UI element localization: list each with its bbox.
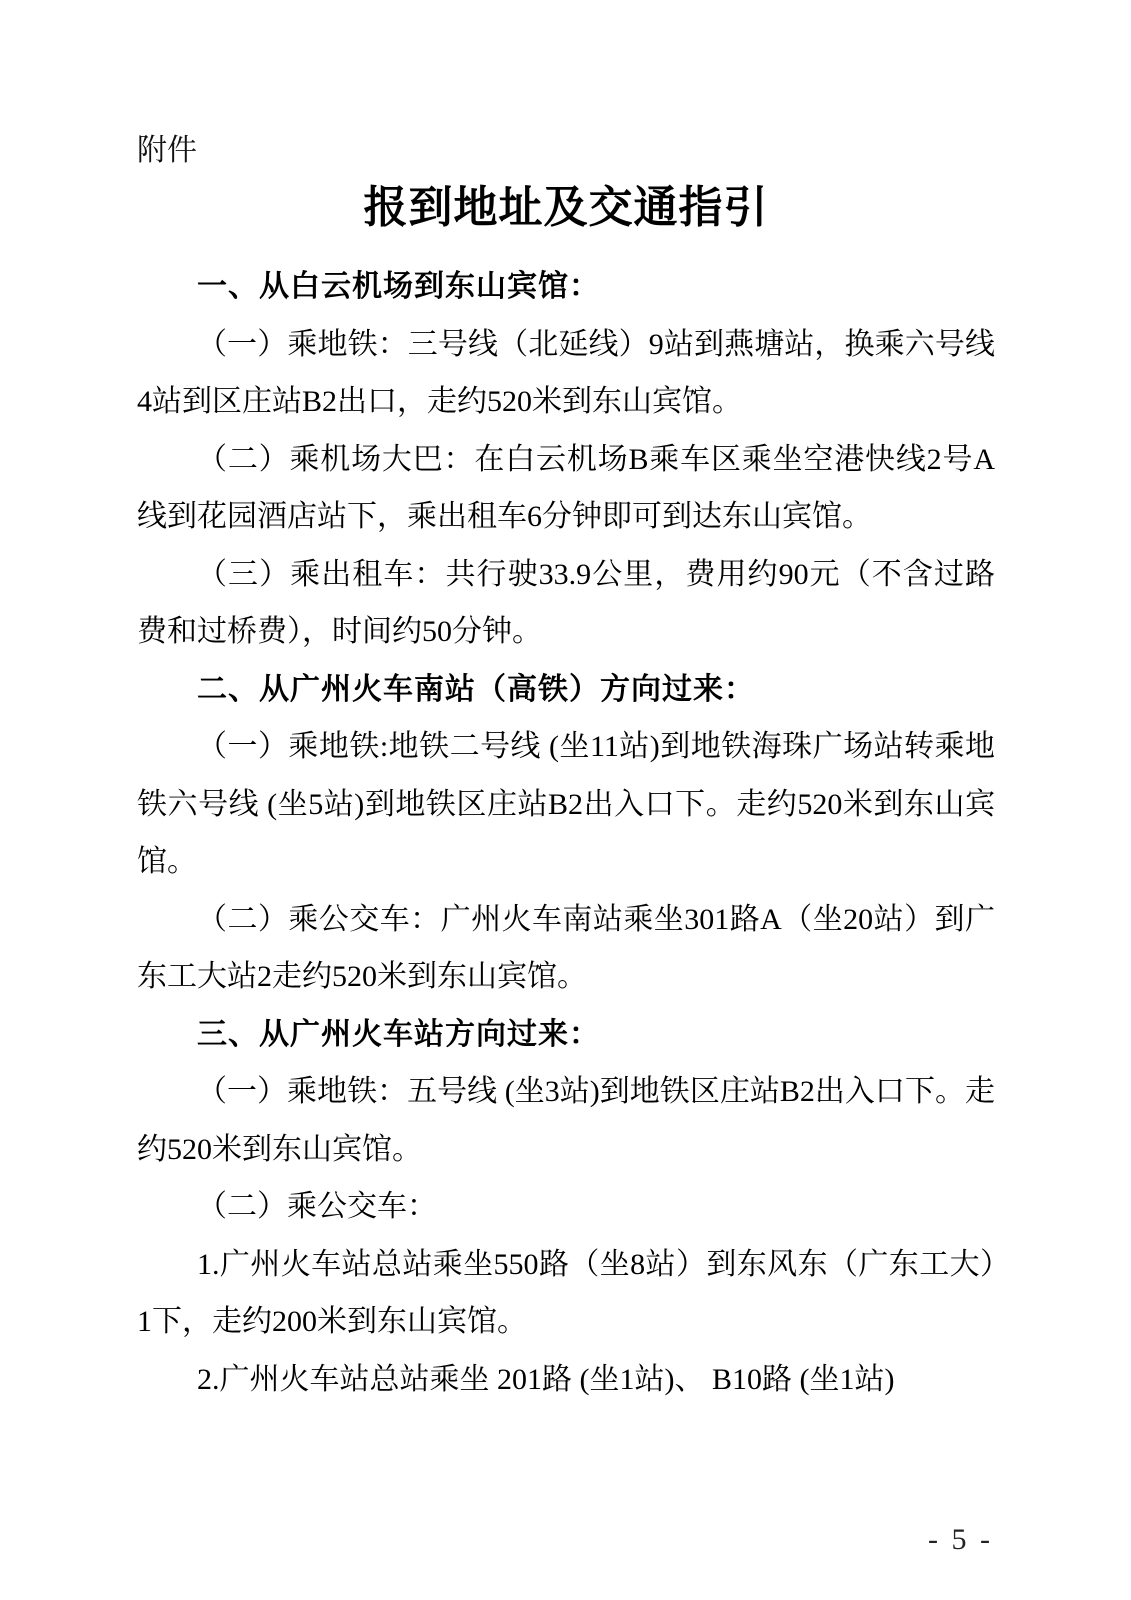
- section-1-paragraph-3: （三）乘出租车：共行驶33.9公里，费用约90元（不含过路费和过桥费），时间约50分钟。: [137, 557, 995, 648]
- page-number: - 5 -: [928, 1523, 993, 1556]
- section-2-paragraph-1: （一）乘地铁:地铁二号线 (坐11站)到地铁海珠广场站转乘地铁六号线 (坐5站)到地铁区庄站B2出入口下。走约520米到东山宾馆。: [137, 730, 995, 878]
- section-2-heading: 二、从广州火车南站（高铁）方向过来：: [197, 672, 755, 706]
- section-3-paragraph-2: （二）乘公交车：: [197, 1190, 437, 1223]
- attachment-label: 附件: [137, 134, 197, 167]
- section-1-paragraph-2: （二）乘机场大巴：在白云机场B乘车区乘坐空港快线2号A线到花园酒店站下，乘出租车6分钟即可到达东山宾馆。: [137, 442, 995, 533]
- section-3-paragraph-4: 2.广州火车站总站乘坐 201路 (坐1站)、 B10路 (坐1站): [197, 1362, 895, 1396]
- document-body: [137, 258, 995, 1408]
- section-1-paragraph-1: （一）乘地铁：三号线（北延线）9站到燕塘站，换乘六号线4站到区庄站B2出口，走约520米到东山宾馆。: [137, 327, 995, 418]
- section-3-paragraph-1: （一）乘地铁：五号线 (坐3站)到地铁区庄站B2出入口下。走约520米到东山宾馆。: [137, 1075, 995, 1166]
- section-3-heading: 三、从广州火车站方向过来：: [197, 1017, 600, 1051]
- section-2-paragraph-2: （二）乘公交车：广州火车南站乘坐301路A（坐20站）到广东工大站2走约520米到东山宾馆。: [137, 902, 995, 993]
- section-1-heading: 一、从白云机场到东山宾馆：: [197, 270, 600, 303]
- section-3-paragraph-3: 1.广州火车站总站乘坐550路（坐8站）到东风东（广东工大）1下，走约200米到东山宾馆。: [137, 1247, 995, 1338]
- document-title: 报到地址及交通指引: [363, 183, 769, 232]
